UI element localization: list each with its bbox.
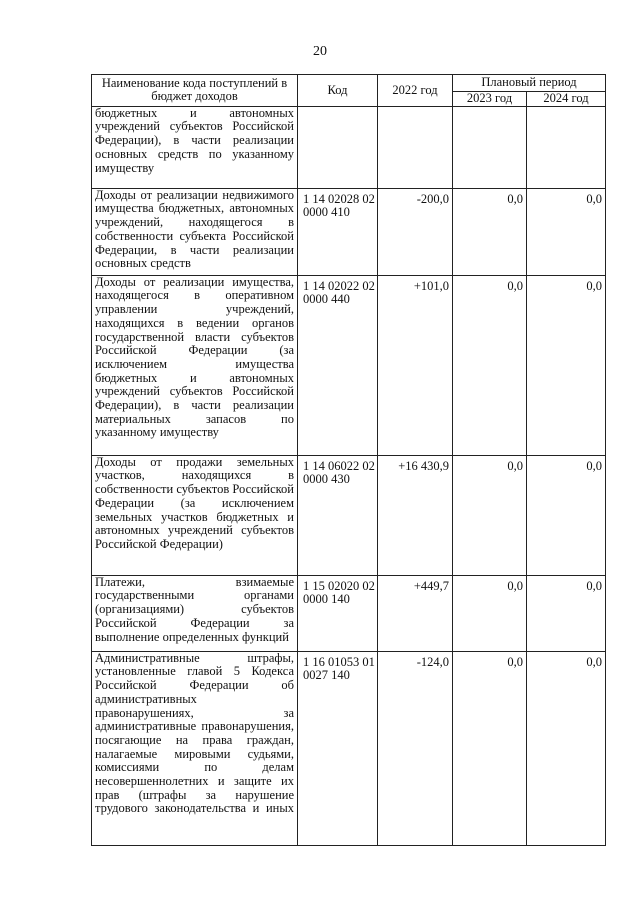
row-name: Доходы от реализации имущества, находящегося в оперативном управлении учреждений, находящихся в ведении органов государственной власти субъектов Российской Федерации (за исключением имущества бюджетных и автономных учреждений субъектов Российской Федерации), в части реализации материальных запасов по указанному имуществу bbox=[92, 275, 298, 455]
row-value-2024: 0,0 bbox=[527, 188, 606, 275]
header-2024: 2024 год bbox=[527, 92, 606, 107]
table-row bbox=[92, 651, 606, 845]
header-code: Код bbox=[298, 75, 378, 107]
table-row bbox=[92, 275, 606, 455]
row-name: Доходы от реализации недвижимого имущества бюджетных, автономных учреждений, находящегося в собственности субъекта Российской Федерации, в части реализации основных средств bbox=[92, 188, 298, 275]
table-row bbox=[92, 188, 606, 275]
row-value-2022: -124,0 bbox=[378, 651, 453, 845]
header-2023: 2023 год bbox=[453, 92, 527, 107]
table-row bbox=[92, 106, 606, 188]
row-name: Платежи, взимаемые государственными органами (организациями) субъектов Российской Федерации за выполнение определенных функций bbox=[92, 575, 298, 651]
row-value-2023: 0,0 bbox=[453, 188, 527, 275]
row-name: Административные штрафы, установленные главой 5 Кодекса Российской Федерации об административных правонарушениях, за административные правонарушения, посягающие на права граждан, налагаемые мировыми судьями, комиссиями по делам несовершеннолетних и защите их прав (штрафы за нарушение трудового законодательства и иных bbox=[92, 651, 298, 845]
row-value-2023: 0,0 bbox=[453, 575, 527, 651]
row-value-2024: 0,0 bbox=[527, 575, 606, 651]
header-planned-period: Плановый период bbox=[453, 75, 606, 92]
row-value-2022: +101,0 bbox=[378, 275, 453, 455]
row-name: бюджетных и автономных учреждений субъектов Российской Федерации), в части реализации основных средств по указанному имуществу bbox=[92, 106, 298, 188]
revenue-table bbox=[91, 74, 606, 846]
row-value-2023: 0,0 bbox=[453, 651, 527, 845]
row-code: 1 15 02020 02 0000 140 bbox=[298, 575, 378, 651]
row-value-2023: 0,0 bbox=[453, 275, 527, 455]
header-2022: 2022 год bbox=[378, 75, 453, 107]
header-name: Наименование кода поступлений в бюджет доходов bbox=[92, 75, 298, 107]
table-row bbox=[92, 455, 606, 575]
row-value-2024: 0,0 bbox=[527, 455, 606, 575]
row-code bbox=[298, 106, 378, 188]
row-value-2022: -200,0 bbox=[378, 188, 453, 275]
page-number: 20 bbox=[313, 44, 327, 59]
row-value-2024: 0,0 bbox=[527, 275, 606, 455]
row-value-2023 bbox=[453, 106, 527, 188]
row-value-2022: +449,7 bbox=[378, 575, 453, 651]
row-code: 1 16 01053 01 0027 140 bbox=[298, 651, 378, 845]
row-code: 1 14 02028 02 0000 410 bbox=[298, 188, 378, 275]
row-value-2024: 0,0 bbox=[527, 651, 606, 845]
row-code: 1 14 02022 02 0000 440 bbox=[298, 275, 378, 455]
row-value-2024 bbox=[527, 106, 606, 188]
row-name: Доходы от продажи земельных участков, находящихся в собственности субъектов Российской Федерации (за исключением земельных участков бюджетных и автономных учреждений субъектов Российской Федерации) bbox=[92, 455, 298, 575]
row-code: 1 14 06022 02 0000 430 bbox=[298, 455, 378, 575]
row-value-2022: +16 430,9 bbox=[378, 455, 453, 575]
row-value-2023: 0,0 bbox=[453, 455, 527, 575]
table-row bbox=[92, 575, 606, 651]
row-value-2022 bbox=[378, 106, 453, 188]
